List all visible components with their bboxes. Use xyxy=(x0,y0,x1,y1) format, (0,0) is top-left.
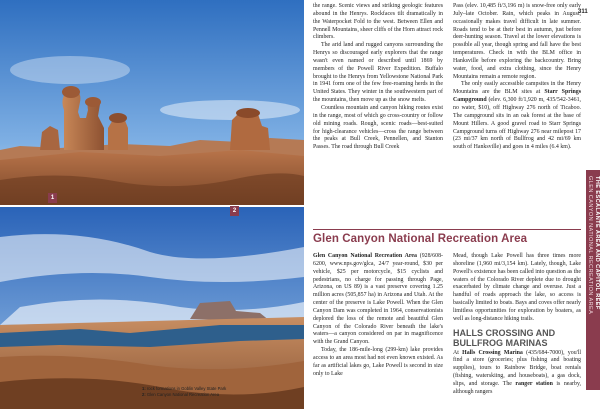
text-column-bottom-left xyxy=(313,253,443,379)
paragraph: the range. Scenic views and striking geologic features abound in the Henrys. Rockfaces tilt dramatically in the Waterpocket Fold to the west. Between Ellen and Pennell Mountains, sheer cliffs of the Horn attract rock climbers. xyxy=(313,3,443,41)
paragraph: Glen Canyon National Recreation Area (928/608-6200, www.nps.gov/glca, 24/7 year-round, $30 per vehicle, $25 per motorcycle, $15 cyclists and pedestrians, no charge for passing through Page, Arizona, on US 89) is a vast preserve covering 1.25 million acres (505,857 ha) in Arizona and Utah. At the center of the preserve is Lake Powell. When the Glen Canyon Dam was completed in 1964, conservationists deplored the loss of the remote and beautiful Glen Canyon of the Colorado River beneath the lake's waters—a canyon considered on par in magnificence with the Grand Canyon. xyxy=(313,253,443,346)
goblin-valley-image xyxy=(0,0,304,205)
paragraph: The arid land and rugged canyons surrounding the Henrys so discouraged early explorers that the range wasn't even named or described until 1869 by members of the Powell River Expedition. Buffalo brought to the Henrys from Yellowstone National Park in 1941 form one of the few free-roaming herds in the United States. They winter in the southwestern part of the mountains, then move up as the snow melts. xyxy=(313,42,443,104)
paragraph: Pass (elev. 10,485 ft/3,196 m) is snow-free only early July–late October. Rain, which peaks in August, occasionally makes travel difficult in late summer. Roads tend to be at their best in autumn, just before deer-hunting season. Travel at the lower elevations is possible all year, though spring and fall have the best temperatures. Check in with the BLM office in Hanksville before exploring the backcountry. Bring water, food, and extra clothing, since the Henry Mountains remain a remote region. xyxy=(453,3,581,80)
section-title: GLEN CANYON NATIONAL RECREATION AREA xyxy=(587,176,593,315)
paragraph: At Halls Crossing Marina (435/684-7000), you'll find a store (groceries; plus fishing and boating supplies), tours to Rainbow Bridge, boat rentals (fishing, waterskiing, and houseboats), a gas dock, slips, and storage. The ranger station is nearby, although rangers xyxy=(453,349,581,395)
chapter-tab-text xyxy=(586,176,600,314)
text-column-top-left xyxy=(313,3,443,152)
photo-glen-canyon xyxy=(0,207,304,409)
paragraph: Countless mountain and canyon hiking routes exist in the range, most of which go cross-country or follow old mining roads. Rough, scenic roads—best-suited for high-clearance vehicles—cross the range between the peaks at Bull Creek, Pennellen, and Stanton Passes. The road through Bull Creek xyxy=(313,104,443,151)
photo-badge-2: 2 xyxy=(230,206,239,216)
caption-1: 1: rock formations in Goblin Valley State Park xyxy=(142,386,227,391)
glen-canyon-image xyxy=(0,207,304,409)
page-number: 311 xyxy=(578,9,588,15)
subheading: HALLS CROSSING AND BULLFROG MARINAS xyxy=(453,327,556,348)
section-rule xyxy=(313,229,581,230)
paragraph: Mead, though Lake Powell has three times more shoreline (1,960 mi/3,154 km). Lately, though, Lake Powell's existence has been called into question as the waters of the Colorado River deplete due to drought exacerbated by climate change and overuse. Just a handful of roads approach the lake, so access is basically limited to boats. Bays and coves offer nearly limitless opportunities for exploration by boaters, as well as long-distance hiking trails. xyxy=(453,253,581,322)
caption-2: 2: Glen Canyon National Recreation Area xyxy=(142,392,220,398)
photo-captions xyxy=(142,386,302,398)
section-heading: Glen Canyon National Recreation Area xyxy=(313,233,528,245)
paragraph: Today, the 186-mile-long (299-km) lake provides access to an area most had not even known existed. As far as artificial lakes go, Lake Powell is second in size only to Lake xyxy=(313,347,443,377)
photo-badge-1: 1 xyxy=(48,193,57,203)
paragraph: The only easily accessible campsites in the Henry Mountains are the BLM sites at Starr Springs Campground (elev. 6,300 ft/1,920 m, 435/542-3461, no water, $10), off Highway 276 north of Ticaboo. The campground sits in an oak forest at the base of Mount Hillers. A good gravel road to Starr Springs Campground turns off Highway 276 near milepost 17 (23 mi/37 km north of Bullfrog and 42 mi/69 km south of Hanksville) and goes in 4 miles (6.4 km). xyxy=(453,81,581,151)
park-name: Glen Canyon National Recreation Area xyxy=(313,253,417,259)
photo-goblin-valley xyxy=(0,0,304,205)
text-column-top-right xyxy=(453,3,581,152)
text-column-bottom-right xyxy=(453,253,581,397)
campground-name: Starr Springs Campground xyxy=(453,89,581,104)
chapter-title: THE ESCALANTE AREA AND CAPITOL REEF xyxy=(594,176,600,310)
